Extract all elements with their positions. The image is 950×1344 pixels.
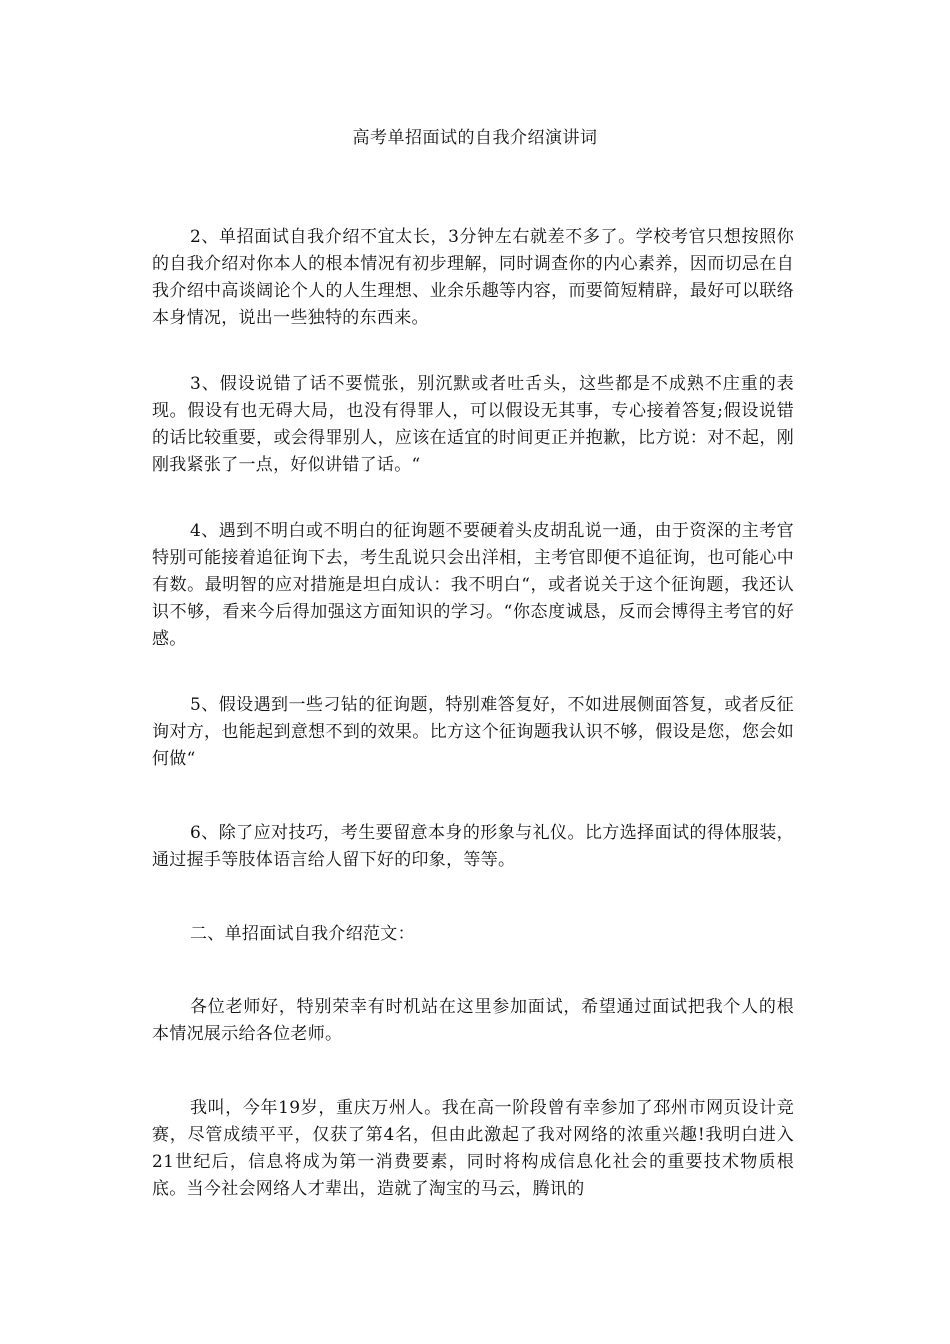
paragraph-tip-3: 3、假设说错了话不要慌张，别沉默或者吐舌头，这些都是不成熟不庄重的表现。假设有也无碍大局，也没有得罪人，可以假设无其事，专心接着答复;假设说错的话比较重要，或会得罪别人，应该在适宜的时间更正并抱歉，比方说：对不起，刚刚我紧张了一点，好似讲错了话。“	[152, 374, 794, 475]
section-heading: 二、单招面试自我介绍范文：	[190, 924, 415, 944]
paragraph-tip-5: 5、假设遇到一些刁钻的征询题，特别难答复好，不如进展侧面答复，或者反征询对方，也能起到意想不到的效果。比方这个征询题我认识不够，假设是您，您会如何做“	[152, 695, 794, 769]
paragraph-tip-6: 6、除了应对技巧，考生要留意本身的形象与礼仪。比方选择面试的得体服装，通过握手等肢体语言给人留下好的印象，等等。	[152, 823, 794, 870]
paragraph-greeting: 各位老师好，特别荣幸有时机站在这里参加面试，希望通过面试把我个人的根本情况展示给各位老师。	[152, 997, 794, 1044]
document-title: 高考单招面试的自我介绍演讲词	[352, 128, 598, 148]
paragraph-tip-4: 4、遇到不明白或不明白的征询题不要硬着头皮胡乱说一通，由于资深的主考官特别可能接着追征询下去，考生乱说只会出洋相，主考官即便不追征询，也可能心中有数。最明智的应对措施是坦白成认：我不明白“，或者说关于这个征询题，我还认识不够，看来今后得加强这方面知识的学习。“你态度诚恳，反而会博得主考官的好感。	[152, 521, 794, 649]
paragraph-introduction: 我叫，今年19岁，重庆万州人。我在高一阶段曾有幸参加了邳州市网页设计竞赛，尽管成绩平平，仅获了第4名，但由此激起了我对网络的浓重兴趣!我明白进入21世纪后，信息将成为第一消费要素，同时将构成信息化社会的重要技术物质根底。当今社会网络人才辈出，造就了淘宝的马云，腾讯的	[152, 1098, 794, 1199]
paragraph-tip-2: 2、单招面试自我介绍不宜太长，3分钟左右就差不多了。学校考官只想按照你的自我介绍对你本人的根本情况有初步理解，同时调查你的内心素养，因而切忌在自我介绍中高谈阔论个人的人生理想、业余乐趣等内容，而要简短精辟，最好可以联络本身情况，说出一些独特的东西来。	[152, 227, 794, 328]
